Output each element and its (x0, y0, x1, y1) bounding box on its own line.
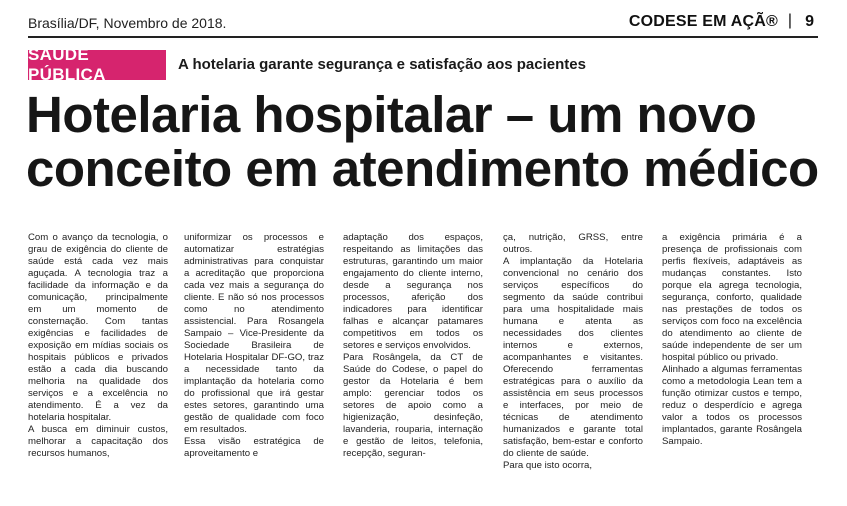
section-tag: SAÚDE PÚBLICA (28, 50, 166, 80)
place-date: Brasília/DF, Novembro de 2018. (28, 15, 227, 31)
headline-line-2: conceito em atendimento médico (26, 140, 819, 197)
publication-name: CODESE EM AÇÃ® (628, 13, 778, 30)
page-header (28, 12, 818, 38)
section-subtitle: A hotelaria garante segurança e satisfação aos pacientes (178, 56, 586, 73)
header-separator: | (787, 12, 792, 29)
article-column-5: a exigência primária é a presença de profissionais com perfis flexíveis, adaptáveis as mudanças constantes. Isto porque ela agrega tecnologia, segurança, conforto, qualidade nas prestações de todos os serviços com foco na excelência do atendimento ao cliente de saúde independente de ser um hospital público ou privado. Alinhado a algumas ferramentas como a metodologia Lean tem a função otimizar custos e tempo, reduz o desperdício e agrega valor a todos os processos implantados, garante Rosângela Sampaio. (662, 232, 802, 447)
article-column-1: Com o avanço da tecnologia, o grau de exigência do cliente de saúde está cada vez mais aguçada. A tecnologia traz a facilidade da informação e da comunicação, principalmente em um momento de consternação. Com tantas exigências e facilidades de exposição em mídias sociais os hospitais públicos e privados estão a cada dia buscando melhoria na qualidade dos serviços e a excelência no atendimento. É a vez da hotelaria hospitalar. A busca em diminuir custos, melhorar a capacitação dos recursos humanos, (28, 232, 168, 459)
article-column-3: adaptação dos espaços, respeitando as limitações das estruturas, garantindo um maior engajamento do cliente interno, desde a segurança nos processos, aferição dos indicadores para identificar falhas e alcançar patamares competitivos em todos os setores e serviços envolvidos. Para Rosângela, da CT de Saúde do Codese, o papel do gestor da Hotelaria é bem amplo: gerenciar todos os setores de apoio como a higienização, desinfeção, lavanderia, rouparia, internação e gestão de leitos, telefonia, recepção, seguran- (343, 232, 483, 459)
headline (26, 88, 826, 196)
headline-line-1: Hotelaria hospitalar – um novo (26, 86, 757, 143)
article-column-4: ça, nutrição, GRSS, entre outros. A implantação da Hotelaria convencional no cenário dos serviços específicos do segmento da saúde contribui para uma hospitalidade mais humana e atenta as necessidades dos clientes internos e externos, acompanhantes e visitantes. Oferecendo ferramentas estratégicas para o auxílio da assistência em seus processos e interfaces, por meio de técnicas de atendimento humanizados e garante total satisfação, bem-estar e conforto do cliente de saúde. Para que isto ocorra, (503, 232, 643, 471)
page-number: 9 (805, 13, 814, 30)
article-column-2: uniformizar os processos e automatizar estratégias administrativas para conquistar a acreditação que proporciona cada vez mais a segurança do cliente. E não só nos processos como no atendimento assistencial. Para Rosangela Sampaio – Vice-Presidente da Sociedade Brasileira de Hotelaria Hospitalar DF-GO, traz a necessidade tanto da implantação da hotelaria como do profissional que irá gestar estes setores, garantindo uma gestão de qualidade com foco em resultados. Essa visão estratégica de aproveitamento e (184, 232, 324, 459)
